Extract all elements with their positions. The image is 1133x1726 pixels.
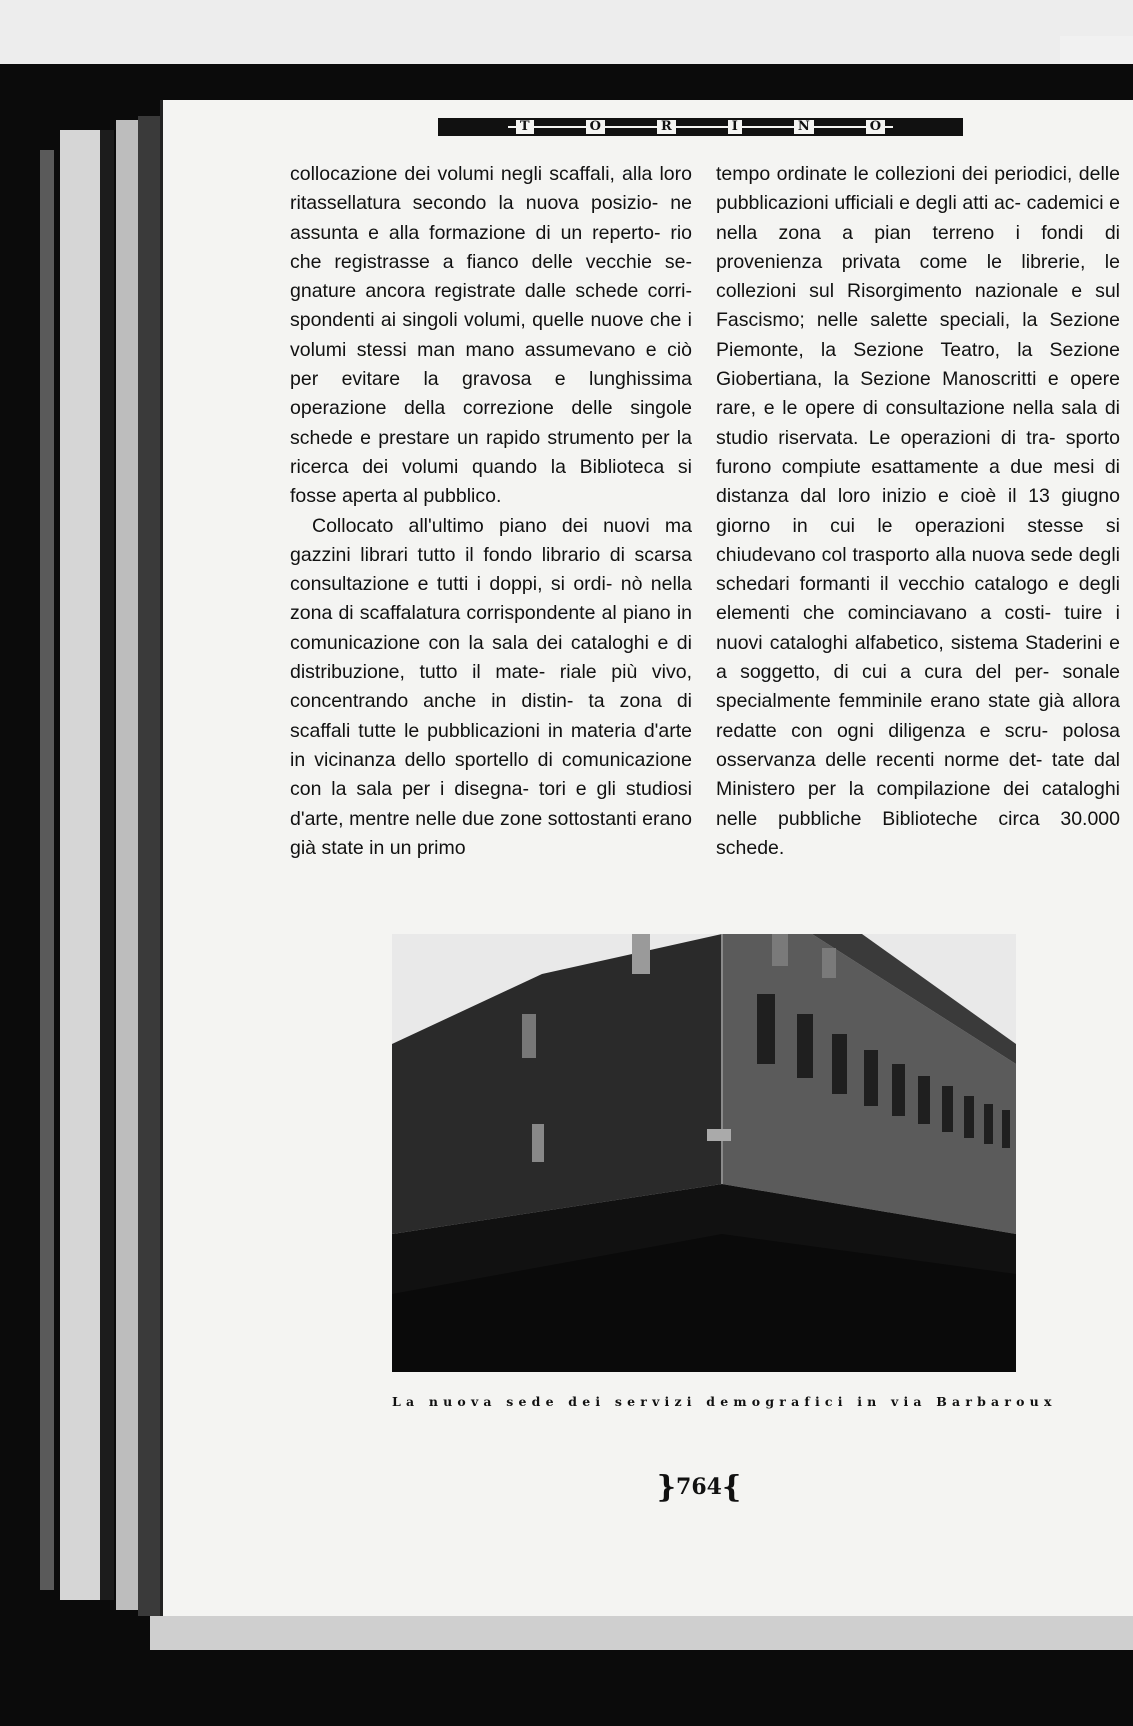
page-bottom-edge: [150, 1616, 1133, 1650]
paragraph: collocazione dei volumi negli scaffali, alla loro ritassellatura secondo la nuova posizio- ne assunta e alla formazione di un reperto- rio che registrasse a fianco delle vecchie se- gnature ancora registrate dalle schede corri- spondenti ai singoli volumi, quelle nuove che i volumi stessi man mano assumevano e ciò per evitare la gravosa e lunghissima operazione della correzione delle singole schede e prestare un rapido strumento per la ricerca dei volumi quando la Biblioteca si fosse aperta al pubblico.: [290, 163, 692, 508]
text-column-left: [290, 160, 692, 863]
header-rule: [508, 126, 893, 128]
header-letter: N: [794, 120, 814, 134]
ornament-brace-left: }: [656, 1470, 677, 1505]
header-letter: T: [516, 120, 534, 134]
page-edge: [60, 130, 100, 1600]
page-edge: [138, 116, 160, 1616]
text-column-right: [716, 160, 1120, 863]
page-edge: [116, 120, 138, 1610]
running-header: [438, 118, 963, 136]
page-edge: [100, 130, 114, 1600]
ornament-brace-right: {: [721, 1470, 742, 1505]
page-edge: [40, 150, 54, 1590]
figure-caption: La nuova sede dei servizi demografici in via Barbaroux: [392, 1394, 1057, 1409]
paragraph: tempo ordinate le collezioni dei periodici, delle pubblicazioni ufficiali e degli atti ac- cademici e nella zona a pian terreno i fondi di provenienza privata come le librerie, le collezioni sul Risorgimento nazionale e sul Fascismo; nelle salette speciali, la Sezione Piemonte, la Sezione Teatro, la Sezione Giobertiana, la Sezione Manoscritti e opere rare, e le opere di consultazione nella sala di studio riservata. Le operazioni di tra- sporto furono compiute esattamente a due mesi di distanza dal loro inizio e cioè il 13 giugno giorno in cui le operazioni stesse si chiudevano col trasporto alla nuova sede degli schedari formanti il vecchio catalogo e degli elementi che cominciavano a costi- tuire i nuovi cataloghi alfabetico, sistema Staderini e a soggetto, di cui a cura del per- sonale specialmente femminile erano state già allora redatte con ogni diligenza e scru- polosa osservanza delle recenti norme det- tate dal Ministero per la compilazione dei cataloghi nelle pubbliche Biblioteche circa 30.000 schede.: [716, 163, 1120, 859]
header-letter: R: [657, 120, 676, 134]
page-number: [654, 1470, 744, 1505]
paragraph: Collocato all'ultimo piano dei nuovi ma gazzini librari tutto il fondo librario di scarsa consultazione e tutti i doppi, si ordi- nò nella zona di scaffalatura corrispondente al piano in comunicazione con la sala dei cataloghi e di distribuzione, tutto il mate- riale più vivo, concentrando anche in distin- ta zona di scaffali tutte le pubblicazioni in materia d'arte in vicinanza dello sportello di comunicazione con la sala per i disegna- tori e gli studiosi d'arte, mentre nelle due zone sottostanti erano già state in un primo: [290, 514, 692, 859]
header-letter: O: [586, 120, 605, 134]
building-photo-image: [392, 934, 1016, 1372]
header-letter: O: [866, 120, 885, 134]
page-number-value: 764: [676, 1474, 722, 1500]
building-photo: [392, 934, 1016, 1372]
header-letter: I: [728, 120, 742, 134]
